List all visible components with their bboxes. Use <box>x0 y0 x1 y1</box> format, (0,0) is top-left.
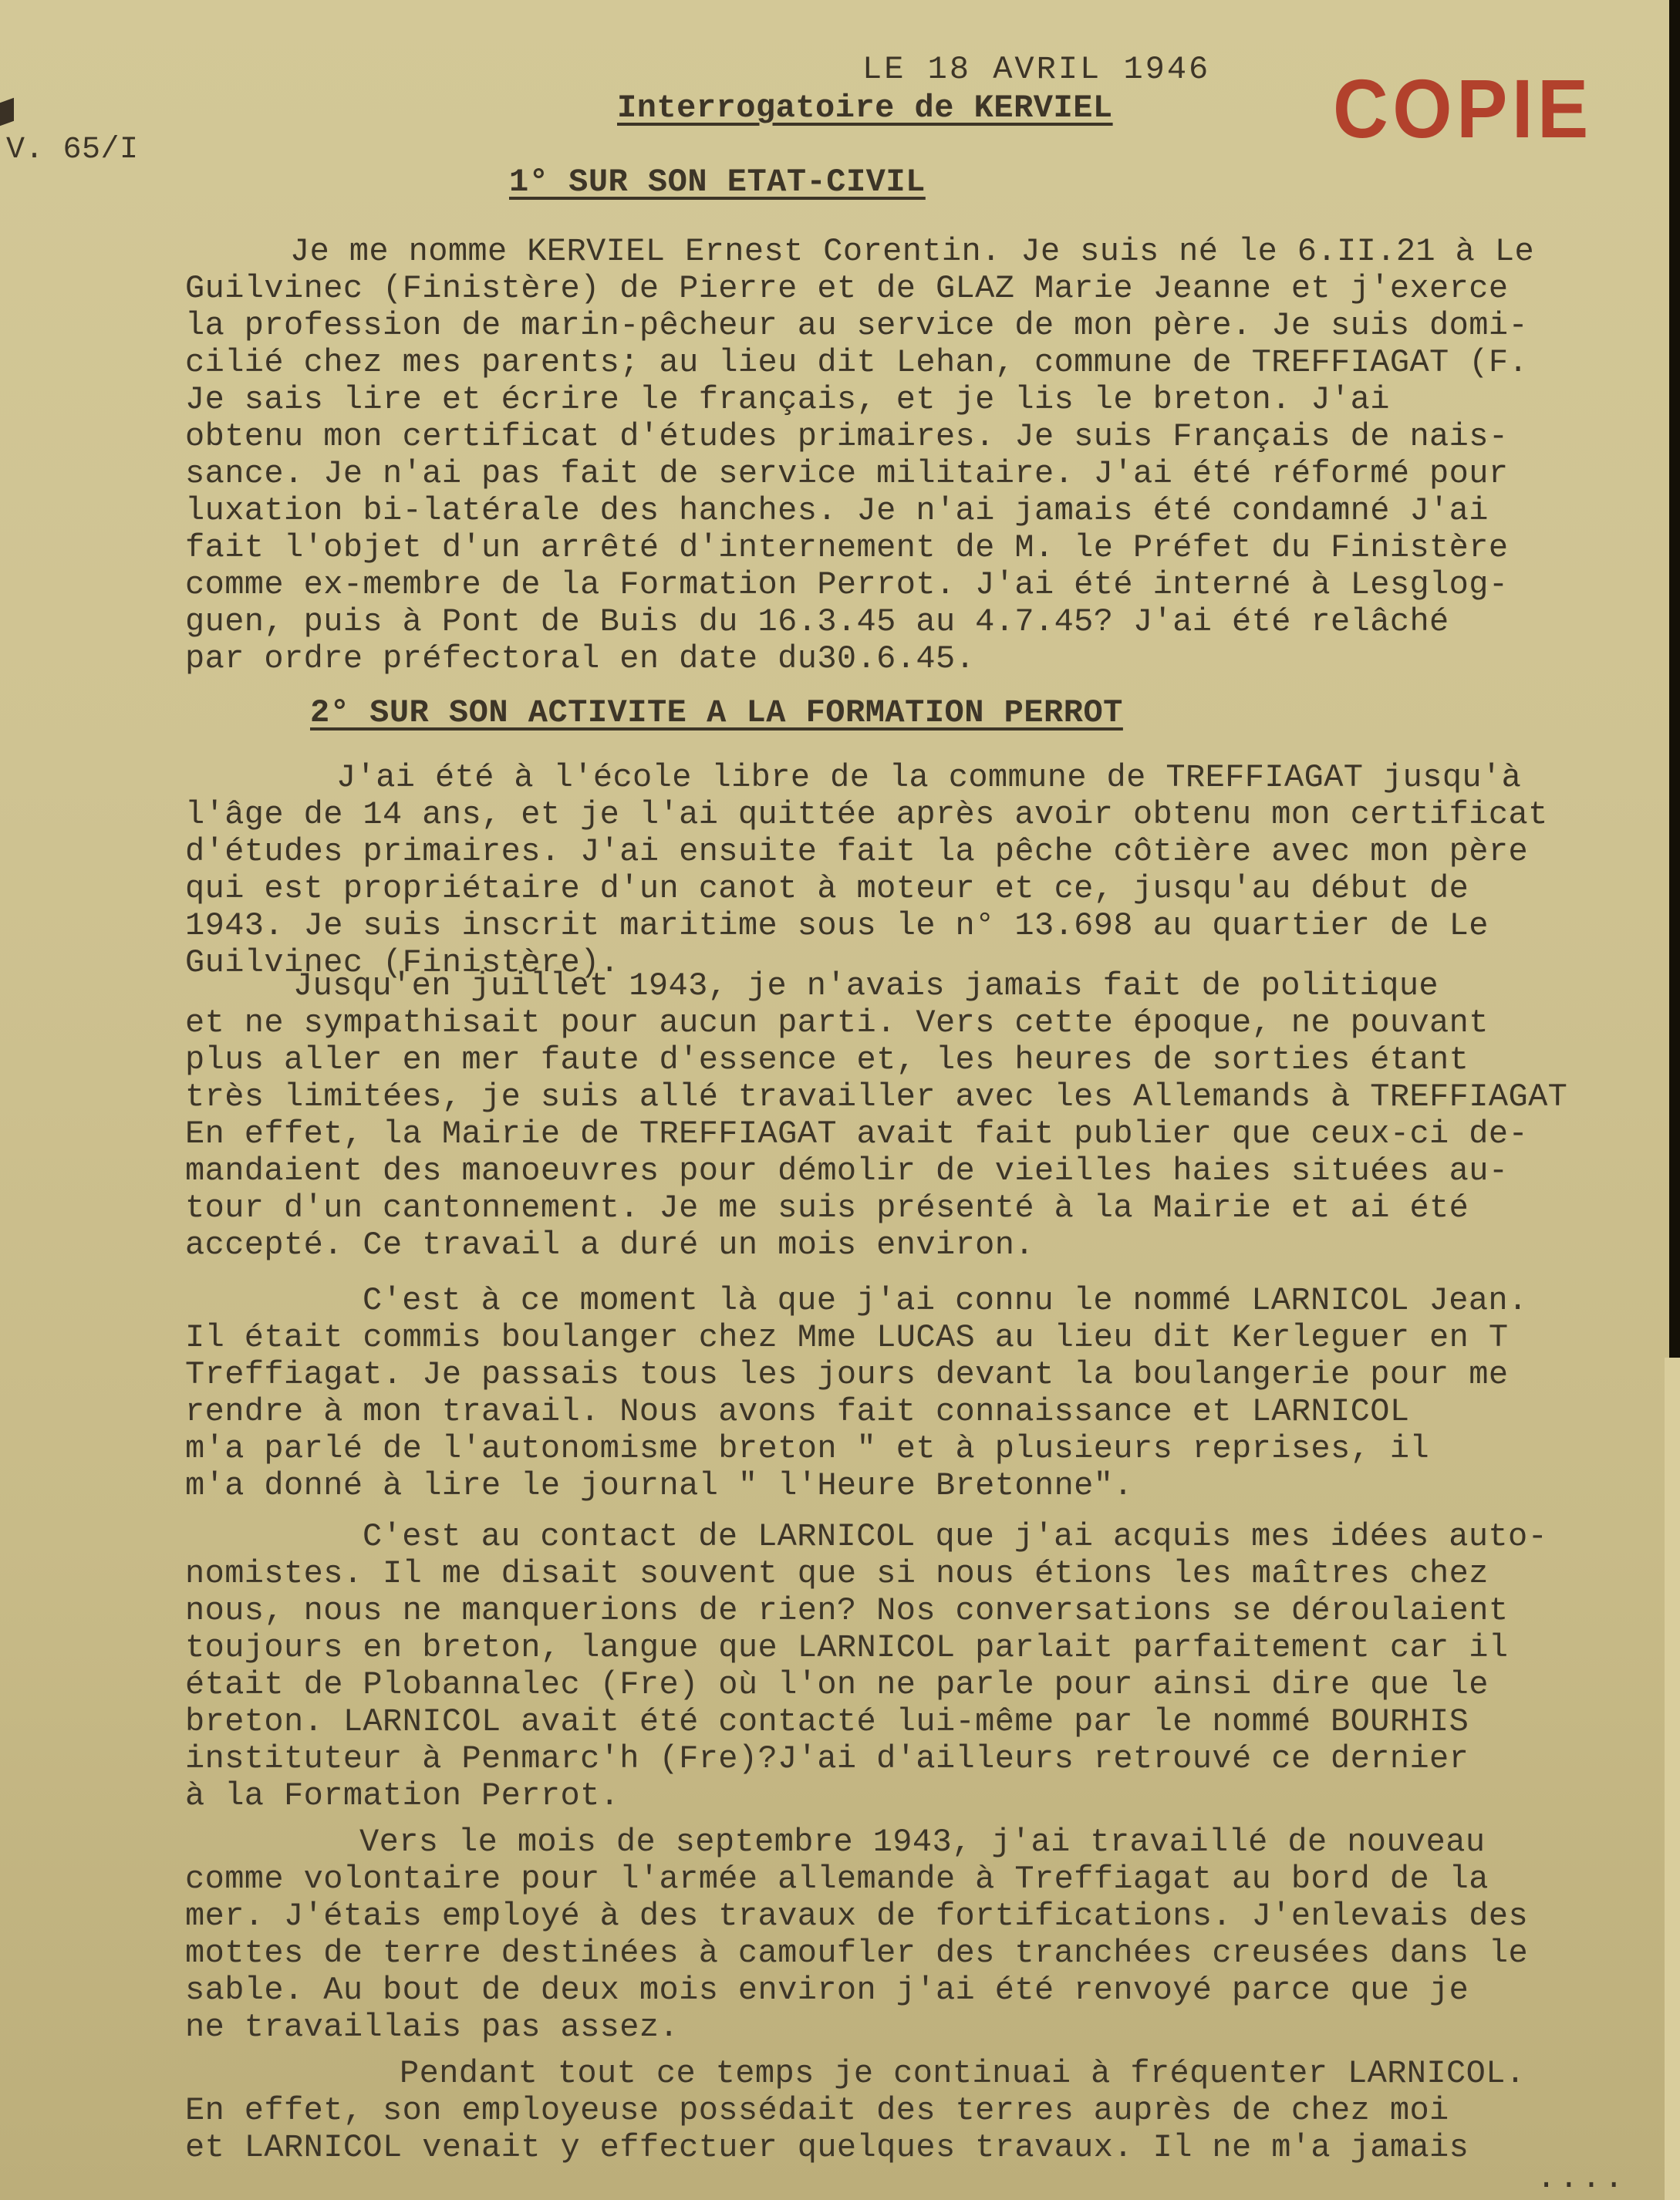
text-line: rendre à mon travail. Nous avons fait connaissance et LARNICOL <box>185 1393 1410 1430</box>
text-line: mottes de terre destinées à camoufler des tranchées creusées dans le <box>185 1935 1529 1972</box>
text-line: la profession de marin-pêcheur au service de mon père. Je suis domi- <box>185 307 1529 344</box>
text-line: J'ai été à l'école libre de la commune de TREFFIAGAT jusqu'à <box>336 759 1522 796</box>
text-line: était de Plobannalec (Fre) où l'on ne parle pour ainsi dire que le <box>185 1666 1489 1703</box>
text-line: Guilvinec (Finistère). <box>185 944 620 981</box>
text-line: à la Formation Perrot. <box>185 1777 620 1814</box>
page-edge-shadow <box>1669 0 1680 1358</box>
text-line: ne travaillais pas assez. <box>185 2009 680 2046</box>
text-line: toujours en breton, langue que LARNICOL parlait parfaitement car il <box>185 1629 1509 1666</box>
text-line: par ordre préfectoral en date du30.6.45. <box>185 640 976 677</box>
text-line: Je sais lire et écrire le français, et je lis le breton. J'ai <box>185 381 1390 418</box>
text-line: tour d'un cantonnement. Je me suis présenté à la Mairie et ai été <box>185 1189 1469 1227</box>
text-line: m'a parlé de l'autonomisme breton " et à plusieurs reprises, il <box>185 1430 1430 1467</box>
text-line: mer. J'étais employé à des travaux de fortifications. J'enlevais des <box>185 1898 1529 1935</box>
text-line: nomistes. Il me disait souvent que si nous étions les maîtres chez <box>185 1555 1489 1592</box>
text-line: d'études primaires. J'ai ensuite fait la pêche côtière avec mon père <box>185 833 1529 870</box>
text-line: comme volontaire pour l'armée allemande à Treffiagat au bord de la <box>185 1861 1489 1898</box>
text-line: m'a donné à lire le journal " l'Heure Bretonne". <box>185 1467 1133 1504</box>
text-line: accepté. Ce travail a duré un mois environ. <box>185 1227 1034 1264</box>
text-line: breton. LARNICOL avait été contacté lui-même par le nommé BOURHIS <box>185 1703 1469 1740</box>
text-line: Jusqu'en juillet 1943, je n'avais jamais fait de politique <box>293 967 1439 1004</box>
text-line: luxation bi-latérale des hanches. Je n'ai jamais été condamné J'ai <box>185 492 1489 529</box>
text-line: Vers le mois de septembre 1943, j'ai travaillé de nouveau <box>359 1824 1486 1861</box>
copie-stamp: COPIE <box>1333 62 1593 155</box>
reference-number: V. 65/I <box>6 133 139 167</box>
text-line: obtenu mon certificat d'études primaires. Je suis Français de nais- <box>185 418 1509 455</box>
section-heading-etat-civil: 1° SUR SON ETAT-CIVIL <box>509 164 926 201</box>
text-line: C'est au contact de LARNICOL que j'ai acquis mes idées auto- <box>363 1518 1548 1555</box>
text-line: 1943. Je suis inscrit maritime sous le n° 13.698 au quartier de Le <box>185 907 1489 944</box>
continuation-dots: .... <box>1537 2160 1627 2197</box>
margin-mark <box>0 98 14 127</box>
text-line: Guilvinec (Finistère) de Pierre et de GLAZ Marie Jeanne et j'exerce <box>185 270 1509 307</box>
section-heading-formation-perrot: 2° SUR SON ACTIVITE A LA FORMATION PERROT <box>310 694 1123 731</box>
text-line: Il était commis boulanger chez Mme LUCAS au lieu dit Kerleguer en T <box>185 1319 1509 1356</box>
text-line: très limitées, je suis allé travailler avec les Allemands à TREFFIAGAT <box>185 1078 1568 1115</box>
text-line: C'est à ce moment là que j'ai connu le nommé LARNICOL Jean. <box>363 1282 1528 1319</box>
text-line: l'âge de 14 ans, et je l'ai quittée après avoir obtenu mon certificat <box>185 796 1548 833</box>
text-line: guen, puis à Pont de Buis du 16.3.45 au 4.7.45? J'ai été relâché <box>185 603 1449 640</box>
text-line: Je me nomme KERVIEL Ernest Corentin. Je suis né le 6.II.21 à Le <box>290 233 1535 270</box>
document-title: Interrogatoire de KERVIEL <box>617 89 1113 127</box>
text-line: nous, nous ne manquerions de rien? Nos conversations se déroulaient <box>185 1592 1509 1629</box>
text-line: Pendant tout ce temps je continuai à fréquenter LARNICOL. <box>400 2055 1526 2092</box>
text-line: et LARNICOL venait y effectuer quelques travaux. Il ne m'a jamais <box>185 2129 1469 2166</box>
text-line: et ne sympathisait pour aucun parti. Vers cette époque, ne pouvant <box>185 1004 1489 1041</box>
page-edge-paper <box>1665 1358 1680 2200</box>
text-line: sable. Au bout de deux mois environ j'ai été renvoyé parce que je <box>185 1972 1469 2009</box>
text-line: cilié chez mes parents; au lieu dit Lehan, commune de TREFFIAGAT (F. <box>185 344 1529 381</box>
text-line: qui est propriétaire d'un canot à moteur et ce, jusqu'au début de <box>185 870 1469 907</box>
text-line: Treffiagat. Je passais tous les jours devant la boulangerie pour me <box>185 1356 1509 1393</box>
text-line: plus aller en mer faute d'essence et, les heures de sorties étant <box>185 1041 1469 1078</box>
text-line: En effet, son employeuse possédait des terres auprès de chez moi <box>185 2092 1449 2129</box>
text-line: sance. Je n'ai pas fait de service militaire. J'ai été réformé pour <box>185 455 1509 492</box>
text-line: mandaient des manoeuvres pour démolir de vieilles haies situées au- <box>185 1152 1509 1189</box>
document-date: LE 18 AVRIL 1946 <box>862 51 1211 88</box>
text-line: fait l'objet d'un arrêté d'internement de M. le Préfet du Finistère <box>185 529 1509 566</box>
text-line: En effet, la Mairie de TREFFIAGAT avait fait publier que ceux-ci de- <box>185 1115 1529 1152</box>
text-line: instituteur à Penmarc'h (Fre)?J'ai d'ailleurs retrouvé ce dernier <box>185 1740 1469 1777</box>
text-line: comme ex-membre de la Formation Perrot. J'ai été interné à Lesglog- <box>185 566 1509 603</box>
